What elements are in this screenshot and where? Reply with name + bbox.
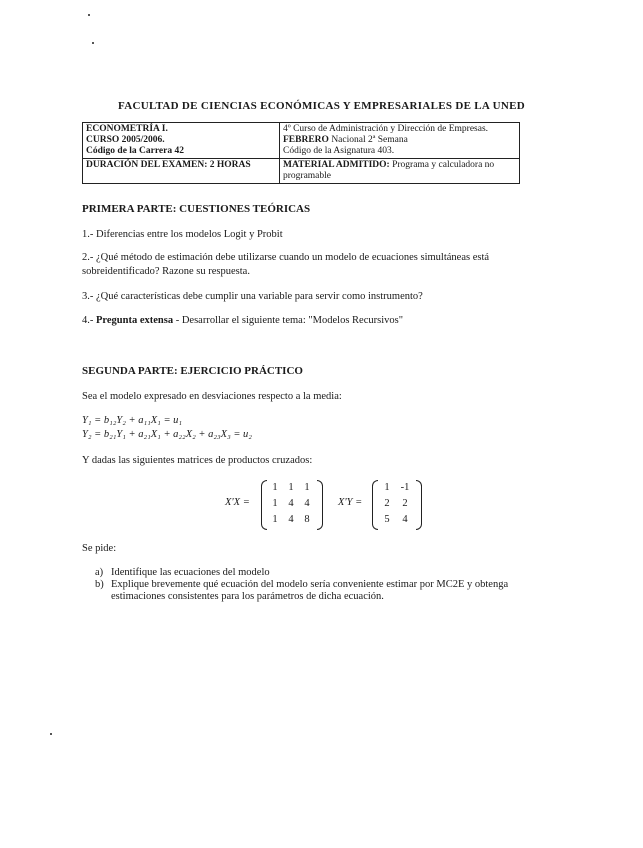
part1-title: PRIMERA PARTE: CUESTIONES TEÓRICAS	[82, 203, 311, 215]
matrix-cell: 4	[304, 498, 310, 509]
matrix-cell: 5	[384, 514, 390, 525]
equation-1: Y₁ = b₁₂Y₂ + a₁₁X₁ = u₁	[82, 415, 183, 426]
question-4: 4.- Pregunta extensa - Desarrollar el siguiente tema: "Modelos Recursivos"	[82, 315, 403, 326]
course-name: ECONOMETRÍA I.	[86, 124, 168, 134]
part2-title: SEGUNDA PARTE: EJERCICIO PRÁCTICO	[82, 365, 303, 377]
matrix-cell: 8	[304, 514, 310, 525]
question-1: 1.- Diferencias entre los modelos Logit y Probit	[82, 229, 283, 240]
equation-2: Y₂ = b₂₁Y₁ + a₂₁X₁ + a₂₂X₂ + a₂₃X₃ = u₂	[82, 429, 252, 440]
matrix-cell: 1	[384, 482, 390, 493]
matrix-cell: 1	[272, 498, 278, 509]
task-intro: Se pide:	[82, 543, 117, 554]
exam-duration: DURACIÓN DEL EXAMEN: 2 HORAS	[83, 159, 280, 184]
exam-header-table	[82, 122, 520, 184]
xx-matrix	[267, 480, 315, 528]
faculty-title: FACULTAD DE CIENCIAS ECONÓMICAS Y EMPRESARIALES DE LA UNED	[118, 100, 525, 112]
xx-label: X'X =	[225, 497, 250, 508]
xy-matrix	[378, 480, 414, 528]
matrix-cell: 1	[288, 482, 294, 493]
course-detail-cell	[280, 123, 520, 159]
exam-session: FEBRERO Nacional 2ª Semana	[283, 135, 408, 145]
matrix-cell: 1	[272, 482, 278, 493]
matrix-cell: 1	[272, 514, 278, 525]
task-list	[95, 567, 535, 603]
course-year: CURSO 2005/2006.	[86, 135, 165, 145]
matrix-cell: -1	[400, 482, 410, 493]
matrix-cell: 4	[288, 498, 294, 509]
matrix-cell: 4	[288, 514, 294, 525]
matrices-intro: Y dadas las siguientes matrices de productos cruzados:	[82, 455, 313, 466]
matrix-cell: 4	[402, 514, 408, 525]
question-2: 2.- ¿Qué método de estimación debe utilizarse cuando un modelo de ecuaciones simultáneas está sobreidentificado? Razone su respuesta.	[82, 252, 490, 277]
course-info-cell	[83, 123, 280, 159]
cross-product-matrices	[225, 480, 425, 530]
xy-bracket-right	[416, 480, 422, 530]
list-item: a) Identifique las ecuaciones del modelo	[95, 567, 270, 578]
xx-bracket-right	[317, 480, 323, 530]
matrix-cell: 1	[304, 482, 310, 493]
model-intro: Sea el modelo expresado en desviaciones respecto a la media:	[82, 391, 342, 402]
degree-code: Código de la Carrera 42	[86, 146, 184, 156]
scan-speck	[88, 14, 90, 16]
matrix-cell: 2	[384, 498, 390, 509]
question-3: 3.- ¿Qué características debe cumplir una variable para servir como instrumento?	[82, 291, 423, 302]
scan-speck	[50, 733, 52, 735]
matrix-cell: 2	[402, 498, 408, 509]
xy-label: X'Y =	[338, 497, 363, 508]
subject-code: Código de la Asignatura 403.	[283, 146, 395, 156]
scan-speck	[92, 42, 94, 44]
allowed-material: MATERIAL ADMITIDO: Programa y calculadora no programable	[280, 159, 520, 184]
list-item: b) Explique brevemente qué ecuación del modelo sería conveniente estimar por MC2E y obtenga estimaciones consistentes para los parámetros de dicha ecuación.	[95, 579, 509, 602]
course-level: 4º Curso de Administración y Dirección de Empresas.	[283, 124, 489, 134]
